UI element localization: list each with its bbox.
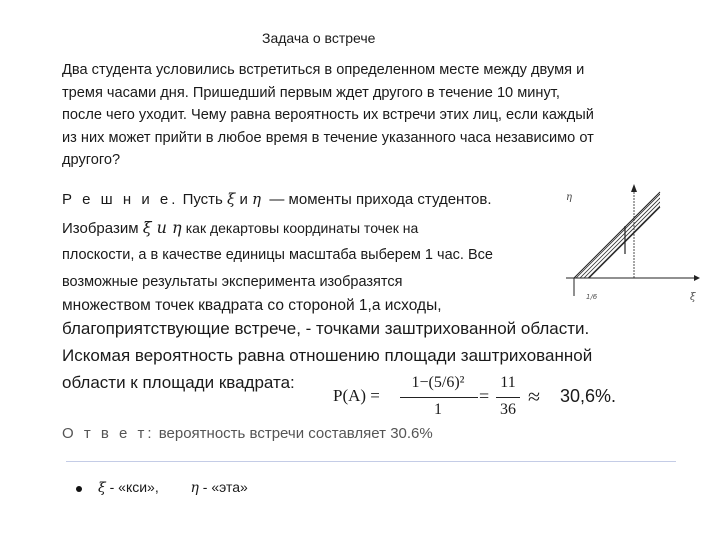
solution-line1-post: — моменты прихода студентов.: [269, 191, 492, 208]
problem-line: после чего уходит. Чему равна вероятность их встречи этих лиц, если каждый: [62, 107, 594, 123]
formula-numerator: 1−(5/6)²: [411, 374, 465, 391]
formula-approx: ≈: [528, 384, 541, 409]
solution-line2-post: как декартовы координаты точек на: [185, 220, 419, 236]
answer-text: вероятность встречи составляет: [158, 425, 387, 442]
solution-line-4: возможные результаты эксперимента изобразятся: [62, 274, 403, 290]
answer-label: О т в е т:: [62, 425, 155, 442]
xi-symbol: ξ: [227, 190, 236, 208]
meeting-diagram: [548, 178, 718, 320]
fraction-bar: [496, 397, 520, 398]
solution-line-1: [62, 190, 492, 208]
problem-line: из них может прийти в любое время в течение указанного часа независимо от: [62, 129, 594, 146]
problem-line: тремя часами дня. Пришедший первым ждет другого в течение 10 минут,: [62, 84, 560, 101]
legend-xi: ξ: [98, 480, 106, 496]
solution-line-8: области к площади квадрата:: [62, 373, 295, 392]
bullet-icon: [76, 486, 82, 492]
and-word: и: [239, 191, 248, 208]
y-axis-arrow-icon: [631, 184, 637, 192]
solution-line1-pre: Пусть: [182, 191, 223, 208]
tick-label: 1/6: [586, 293, 598, 301]
solution-line-7: Искомая вероятность равна отношению площади заштрихованной: [62, 346, 593, 365]
legend-xi-text: - «кси»,: [109, 479, 159, 495]
divider: [66, 461, 676, 462]
problem-line: другого?: [62, 152, 121, 168]
legend-eta-text: - «эта»: [202, 479, 248, 495]
formula-lhs: P(A) =: [333, 386, 380, 405]
formula-den2: 36: [500, 401, 516, 418]
problem-line: Два студента условились встретиться в определенном месте между двумя и: [62, 62, 585, 78]
xi-eta-symbols: ξ и η: [142, 218, 182, 237]
legend-eta: η: [190, 480, 199, 496]
fraction-bar: [400, 397, 478, 398]
solution-line-3: плоскости, а в качестве единицы масштаба выберем 1 час. Все: [62, 247, 493, 263]
y-axis-label: η: [566, 192, 572, 203]
formula-result: 30,6%.: [560, 386, 617, 406]
solution-line-6: благоприятствующие встрече, - точками заштрихованной области.: [62, 319, 590, 338]
formula-denominator: 1: [434, 401, 442, 418]
formula-num2: 11: [500, 374, 516, 391]
solution-label: Р е ш н и е.: [62, 191, 179, 208]
answer-line: [62, 425, 433, 442]
solution-line2-pre: Изобразим: [62, 220, 139, 237]
problem-title: Задача о встрече: [262, 30, 376, 46]
formula-equals: =: [479, 386, 490, 406]
eta-symbol: η: [252, 190, 262, 208]
solution-line-5: множеством точек квадрата со стороной 1,а исходы,: [62, 297, 442, 314]
band-edge-upper: [574, 192, 660, 278]
x-axis-arrow-icon: [694, 275, 700, 281]
x-axis-label: ξ: [690, 292, 696, 303]
solution-line-2: [62, 218, 418, 237]
legend-line: [98, 479, 248, 496]
problem-statement: [62, 59, 682, 172]
answer-value: 30.6%: [390, 425, 433, 442]
